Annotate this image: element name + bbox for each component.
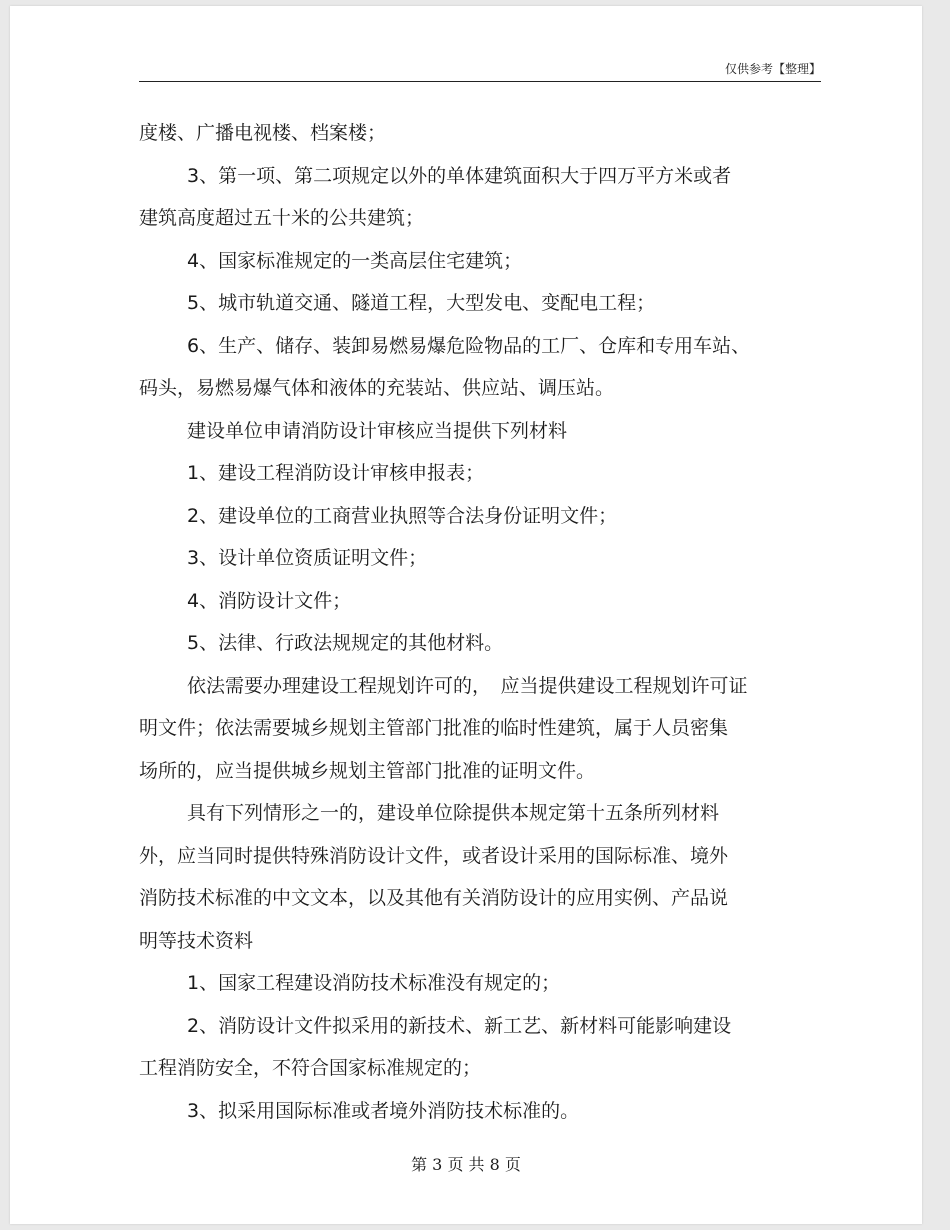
text-line: 2、消防设计文件拟采用的新技术、新工艺、新材料可能影响建设 [187, 1014, 732, 1037]
text-line: 依法需要办理建设工程规划许可的， 应当提供建设工程规划许可证 [187, 674, 748, 697]
text-line: 消防技术标准的中文文本，以及其他有关消防设计的应用实例、产品说 [139, 887, 729, 909]
page-footer: 第 3 页 共 8 页 [411, 1155, 521, 1174]
text-line: 明等技术资料 [139, 929, 254, 952]
text-line: 3、第一项、第二项规定以外的单体建筑面积大于四万平方米或者 [187, 164, 732, 187]
text-line: 1、建设工程消防设计审核申报表； [187, 462, 485, 484]
text-line: 码头，易燃易爆气体和液体的充装站、供应站、调压站。 [139, 377, 615, 399]
document-page [10, 6, 922, 1224]
text-line: 3、拟采用国际标准或者境外消防技术标准的。 [187, 1099, 580, 1122]
text-line: 1、国家工程建设消防技术标准没有规定的； [187, 972, 561, 994]
text-line: 2、建设单位的工商营业执照等合法身份证明文件； [187, 504, 618, 527]
text-line: 工程消防安全，不符合国家标准规定的； [139, 1057, 482, 1079]
text-line: 度楼、广播电视楼、档案楼； [139, 122, 387, 144]
page-header [139, 58, 821, 82]
text-line: 3、设计单位资质证明文件； [187, 547, 428, 569]
text-line: 5、法律、行政法规规定的其他材料。 [187, 632, 504, 654]
text-line: 4、消防设计文件； [187, 589, 352, 612]
text-line: 外，应当同时提供特殊消防设计文件，或者设计采用的国际标准、境外 [139, 844, 729, 867]
text-line: 明文件；依法需要城乡规划主管部门批准的临时性建筑，属于人员密集 [139, 717, 729, 739]
text-line: 建设单位申请消防设计审核应当提供下列材料 [187, 419, 568, 442]
text-line: 具有下列情形之一的，建设单位除提供本规定第十五条所列材料 [187, 802, 720, 824]
header-note: 仅供参考【整理】 [724, 62, 821, 76]
document-body [139, 112, 821, 1132]
text-line: 6、生产、储存、装卸易燃易爆危险物品的工厂、仓库和专用车站、 [187, 334, 751, 357]
text-line: 场所的，应当提供城乡规划主管部门批准的证明文件。 [139, 759, 596, 782]
text-line: 建筑高度超过五十米的公共建筑； [139, 207, 425, 229]
text-line: 4、国家标准规定的一类高层住宅建筑； [187, 249, 523, 272]
text-line: 5、城市轨道交通、隧道工程，大型发电、变配电工程； [187, 292, 656, 314]
